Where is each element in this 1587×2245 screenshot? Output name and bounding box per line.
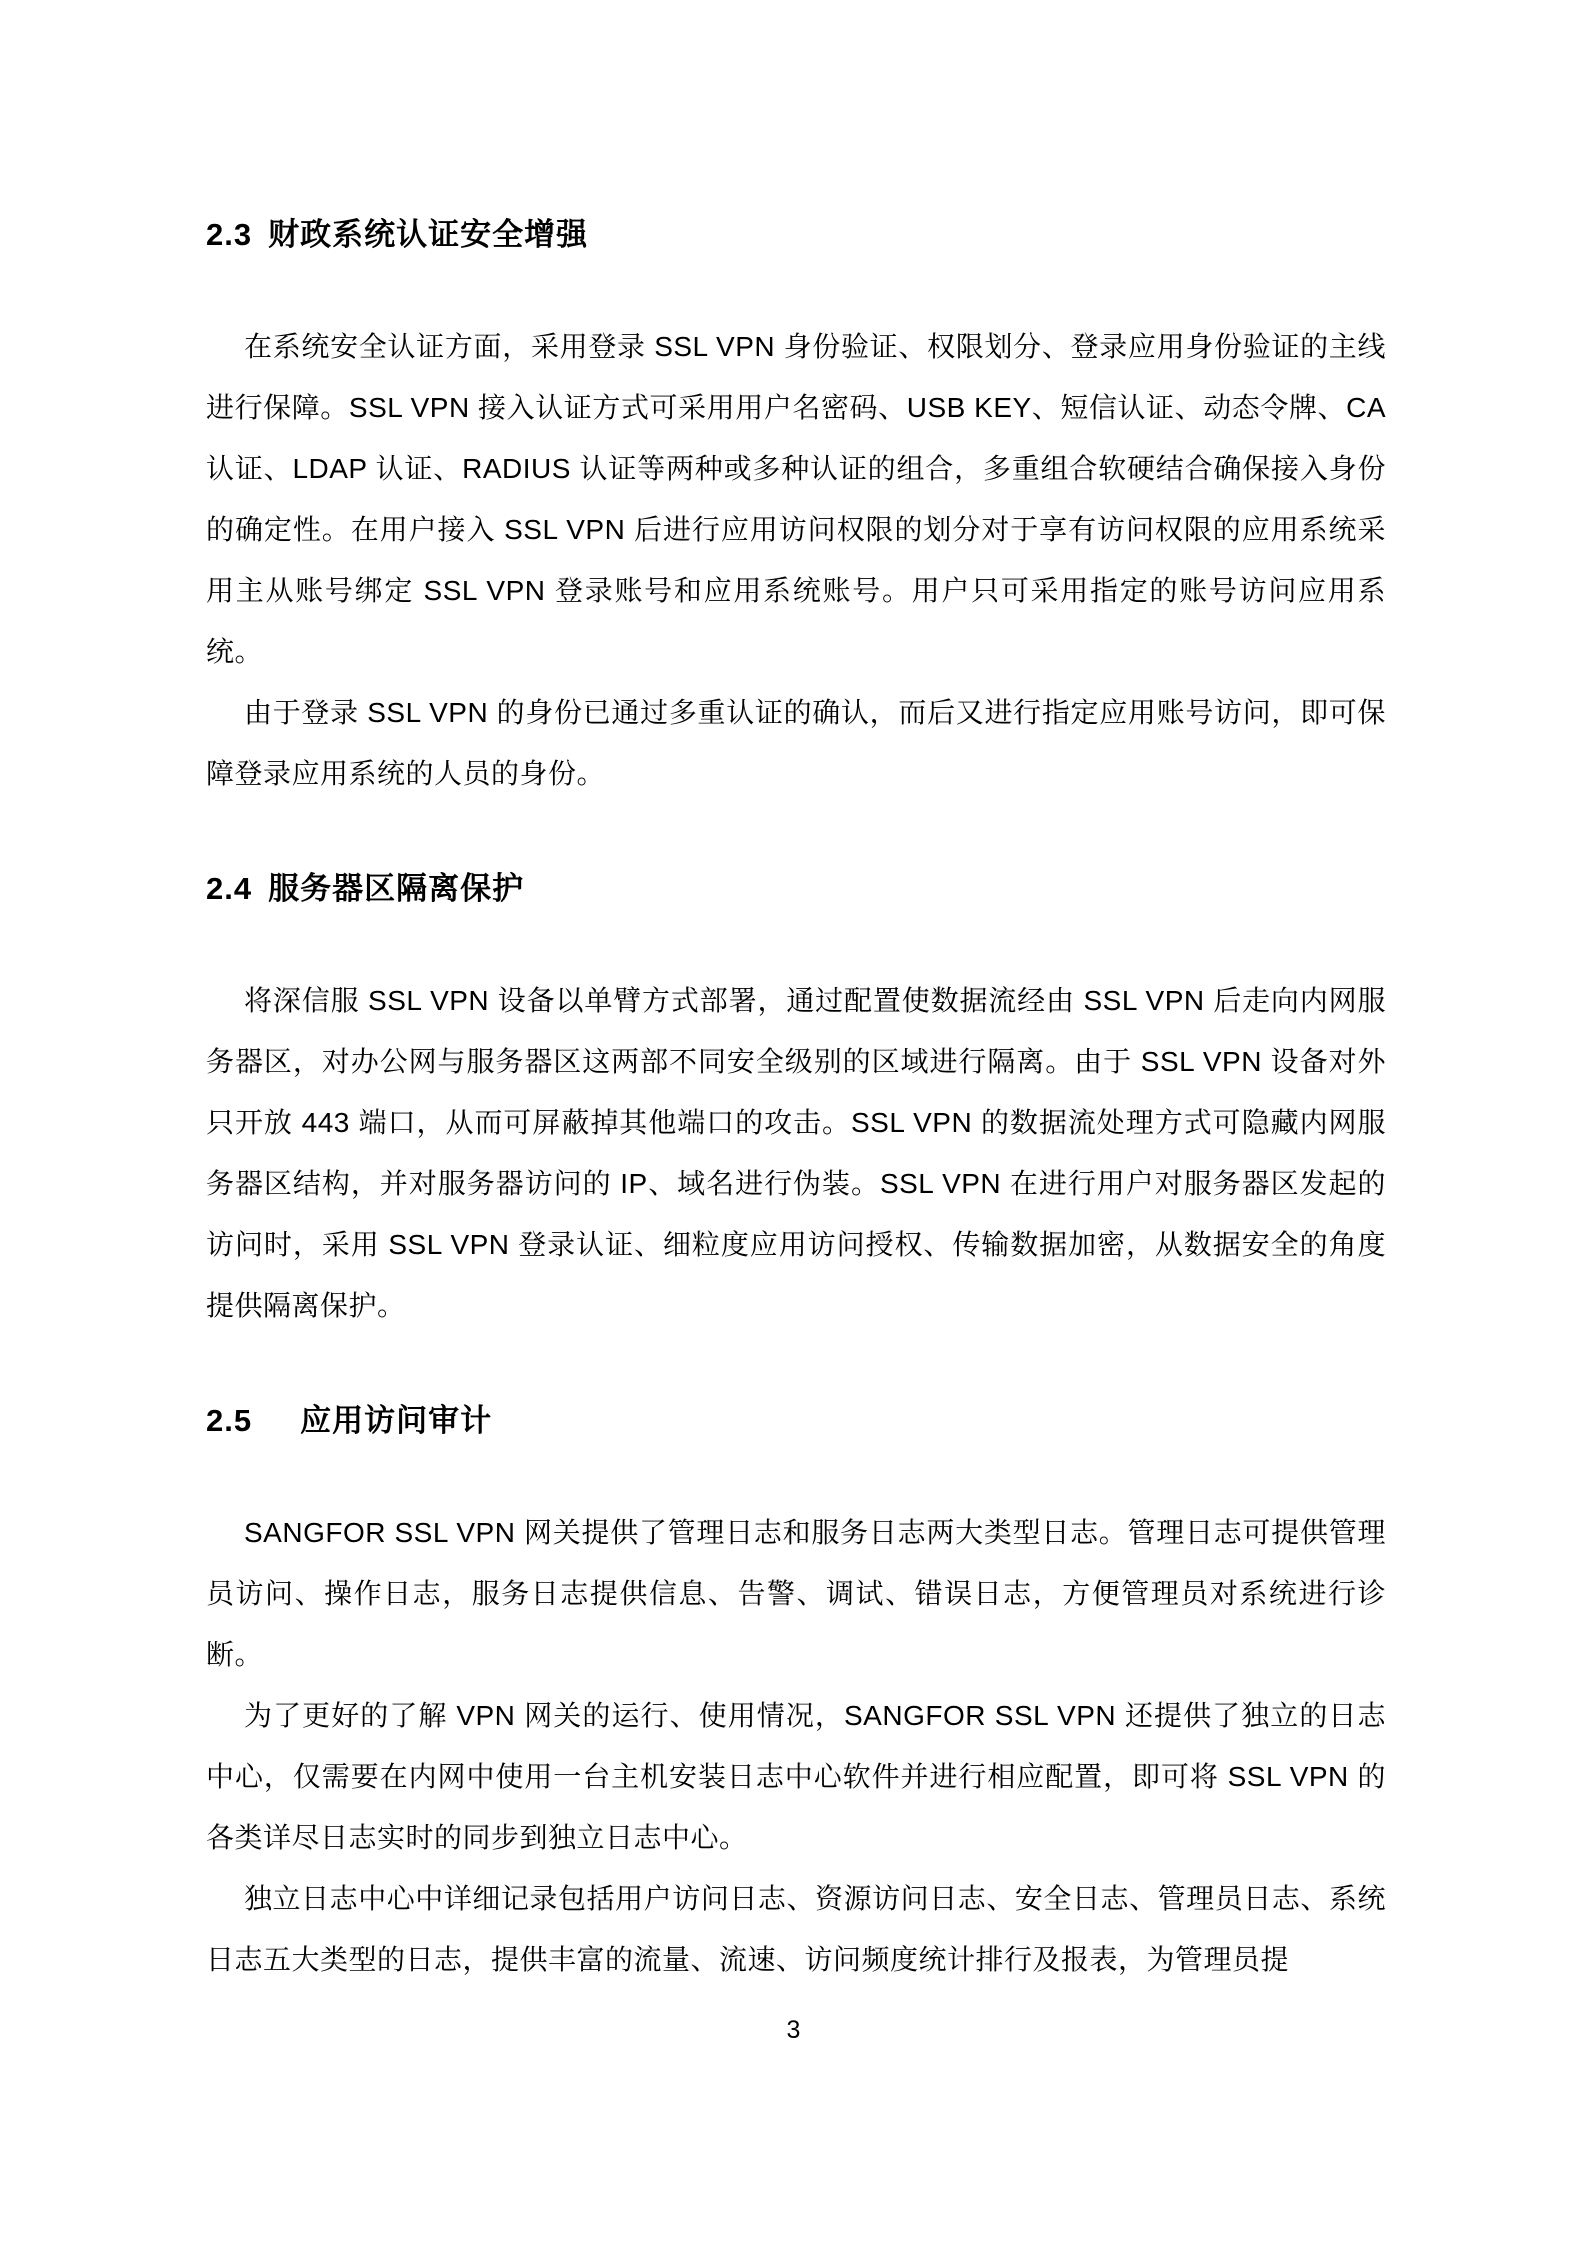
section-number: 2.5: [206, 1403, 253, 1438]
page-number: 3: [786, 2016, 801, 2044]
section-title: 服务器区隔离保护: [268, 871, 525, 906]
paragraph: 在系统安全认证方面，采用登录 SSL VPN 身份验证、权限划分、登录应用身份验证的主线进行保障。SSL VPN 接入认证方式可采用用户名密码、USB KEY、短信认证、动态令牌、CA 认证、LDAP 认证、RADIUS 认证等两种或多种认证的组合，多重组合软硬结合确保接入身份的确定性。在用户接入 SSL VPN 后进行应用访问权限的划分对于享有访问权限的应用系统采用主从账号绑定 SSL VPN 登录账号和应用系统账号。用户只可采用指定的账号访问应用系统。: [206, 331, 1386, 667]
paragraph: 将深信服 SSL VPN 设备以单臂方式部署，通过配置使数据流经由 SSL VPN 后走向内网服务器区，对办公网与服务器区这两部不同安全级别的区域进行隔离。由于 SSL VPN 设备对外只开放 443 端口，从而可屏蔽掉其他端口的攻击。SSL VPN 的数据流处理方式可隐藏内网服务器区结构，并对服务器访问的 IP、域名进行伪装。SSL VPN 在进行用户对服务器区发起的访问时，采用 SSL VPN 登录认证、细粒度应用访问授权、传输数据加密，从数据安全的角度提供隔离保护。: [206, 985, 1386, 1321]
section-title: 应用访问审计: [300, 1403, 493, 1438]
section-heading-2-4: [206, 868, 1386, 910]
paragraph: 为了更好的了解 VPN 网关的运行、使用情况，SANGFOR SSL VPN 还提供了独立的日志中心，仅需要在内网中使用一台主机安装日志中心软件并进行相应配置，即可将 SSL VPN 的各类详尽日志实时的同步到独立日志中心。: [206, 1700, 1386, 1853]
section-number: 2.3: [206, 217, 253, 252]
section-title: 财政系统认证安全增强: [268, 217, 589, 252]
paragraph: 由于登录 SSL VPN 的身份已通过多重认证的确认，而后又进行指定应用账号访问，即可保障登录应用系统的人员的身份。: [206, 697, 1386, 789]
paragraph: SANGFOR SSL VPN 网关提供了管理日志和服务日志两大类型日志。管理日志可提供管理员访问、操作日志，服务日志提供信息、告警、调试、错误日志，方便管理员对系统进行诊断。: [206, 1517, 1386, 1670]
section-heading-2-5: [206, 1400, 1386, 1442]
paragraph: 独立日志中心中详细记录包括用户访问日志、资源访问日志、安全日志、管理员日志、系统日志五大类型的日志，提供丰富的流量、流速、访问频度统计排行及报表，为管理员提: [206, 1883, 1386, 1975]
document-content: [206, 150, 1386, 1990]
section-number: 2.4: [206, 871, 253, 906]
section-heading-2-3: [206, 214, 1386, 256]
